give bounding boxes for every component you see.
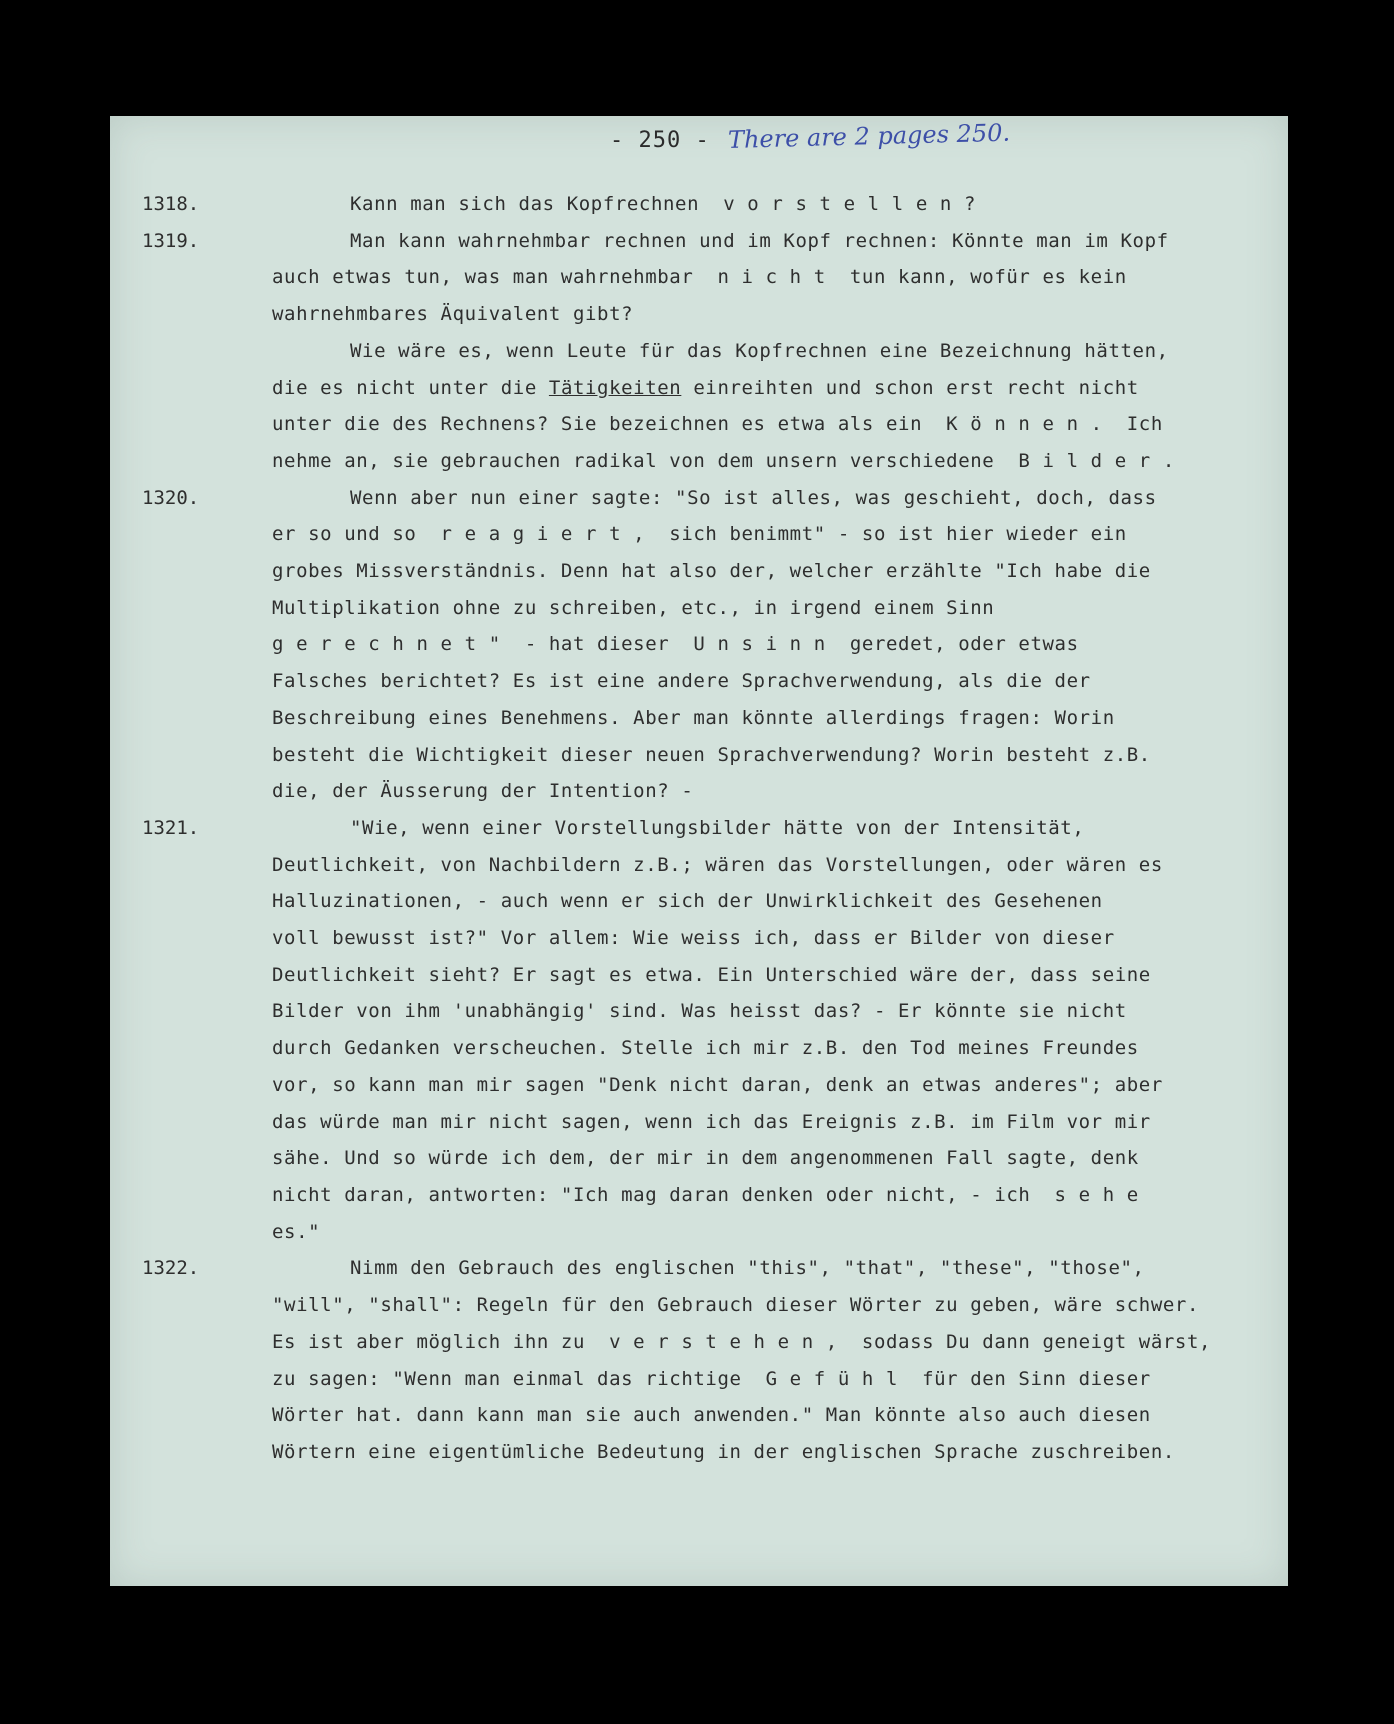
text-line: die, der Äusserung der Intention? - <box>272 780 694 803</box>
remark-paragraph <box>110 1250 1288 1470</box>
remark-paragraph <box>110 810 1288 1250</box>
text-line: "Wie, wenn einer Vorstellungsbilder hätte von der Intensität, <box>350 816 1085 839</box>
text-line: er so und so r e a g i e r t , sich benimmt" - so ist hier wieder ein <box>272 523 1127 546</box>
text-line: Halluzinationen, - auch wenn er sich der Unwirklichkeit des Gesehenen <box>272 890 1103 913</box>
remark-paragraph <box>110 186 1288 223</box>
text-line: "will", "shall": Regeln für den Gebrauch dieser Wörter zu geben, wäre schwer. <box>272 1294 1199 1317</box>
text-line: Bilder von ihm 'unabhängig' sind. Was heisst das? - Er könnte sie nicht <box>272 1000 1127 1023</box>
text-line: Wenn aber nun einer sagte: "So ist alles, was geschieht, doch, dass <box>350 486 1157 509</box>
text-line: das würde man mir nicht sagen, wenn ich das Ereignis z.B. im Film vor mir <box>272 1110 1151 1133</box>
text-line: nicht daran, antworten: "Ich mag daran denken oder nicht, - ich s e h e <box>272 1183 1139 1206</box>
text-line: vor, so kann man mir sagen "Denk nicht daran, denk an etwas anderes"; aber <box>272 1073 1163 1096</box>
text-line: sähe. Und so würde ich dem, der mir in dem angenommenen Fall sagte, denk <box>272 1147 1139 1170</box>
text-line: besteht die Wichtigkeit dieser neuen Sprachverwendung? Worin besteht z.B. <box>272 743 1151 766</box>
text-line: Deutlichkeit sieht? Er sagt es etwa. Ein Unterschied wäre der, dass seine <box>272 963 1151 986</box>
text-line: die es nicht unter die Tätigkeiten einreihten und schon erst recht nicht <box>272 376 1139 399</box>
text-line: voll bewusst ist?" Vor allem: Wie weiss ich, dass er Bilder von dieser <box>272 927 1115 950</box>
typescript-page <box>110 116 1288 1586</box>
text-line: wahrnehmbares Äquivalent gibt? <box>272 303 634 326</box>
text-line: Man kann wahrnehmbar rechnen und im Kopf rechnen: Könnte man im Kopf <box>350 229 1169 252</box>
remark-number: 1322. <box>142 1257 200 1280</box>
body-text <box>110 186 1288 1471</box>
remark-number: 1320. <box>142 486 200 509</box>
remark-number: 1319. <box>142 229 200 252</box>
text-line: unter die des Rechnens? Sie bezeichnen es etwa als ein K ö n n e n . Ich <box>272 413 1163 436</box>
text-line: Nimm den Gebrauch des englischen "this", "that", "these", "those", <box>350 1257 1145 1280</box>
handwritten-annotation: There are 2 pages 250. <box>727 118 1011 154</box>
text-line: Beschreibung eines Benehmens. Aber man könnte allerdings fragen: Worin <box>272 706 1115 729</box>
remark-paragraph <box>110 480 1288 810</box>
page-number: - 250 - <box>610 128 710 153</box>
text-line: Multiplikation ohne zu schreiben, etc., in irgend einem Sinn <box>272 596 995 619</box>
remark-paragraph <box>110 333 1288 480</box>
text-line: Wörter hat. dann kann man sie auch anwenden." Man könnte also auch diesen <box>272 1404 1151 1427</box>
text-line: es." <box>272 1220 321 1243</box>
text-line: nehme an, sie gebrauchen radikal von dem unsern verschiedene B i l d e r . <box>272 449 1175 472</box>
text-line: Es ist aber möglich ihn zu v e r s t e h e n , sodass Du dann geneigt wärst, <box>272 1330 1212 1353</box>
text-line: auch etwas tun, was man wahrnehmbar n i c h t tun kann, wofür es kein <box>272 266 1127 289</box>
remark-number: 1318. <box>142 193 200 215</box>
text-line: Wörtern eine eigentümliche Bedeutung in der englischen Sprache zuschreiben. <box>272 1440 1175 1463</box>
text-line: grobes Missverständnis. Denn hat also der, welcher erzählte "Ich habe die <box>272 560 1151 583</box>
text-line: Deutlichkeit, von Nachbildern z.B.; wären das Vorstellungen, oder wären es <box>272 853 1163 876</box>
text-line: Kann man sich das Kopfrechnen v o r s t e l l e n ? <box>350 193 977 215</box>
underlined-word: Tätigkeiten <box>548 376 682 399</box>
text-line: zu sagen: "Wenn man einmal das richtige G e f ü h l für den Sinn dieser <box>272 1367 1151 1390</box>
remark-paragraph <box>110 223 1288 333</box>
text-line: durch Gedanken verscheuchen. Stelle ich mir z.B. den Tod meines Freundes <box>272 1037 1139 1060</box>
text-line: g e r e c h n e t " - hat dieser U n s i n n geredet, oder etwas <box>272 633 1079 656</box>
page-header <box>110 118 1288 166</box>
text-line: Wie wäre es, wenn Leute für das Kopfrechnen eine Bezeichnung hätten, <box>350 339 1169 362</box>
remark-number: 1321. <box>142 816 200 839</box>
text-line: Falsches berichtet? Es ist eine andere Sprachverwendung, als die der <box>272 670 1091 693</box>
